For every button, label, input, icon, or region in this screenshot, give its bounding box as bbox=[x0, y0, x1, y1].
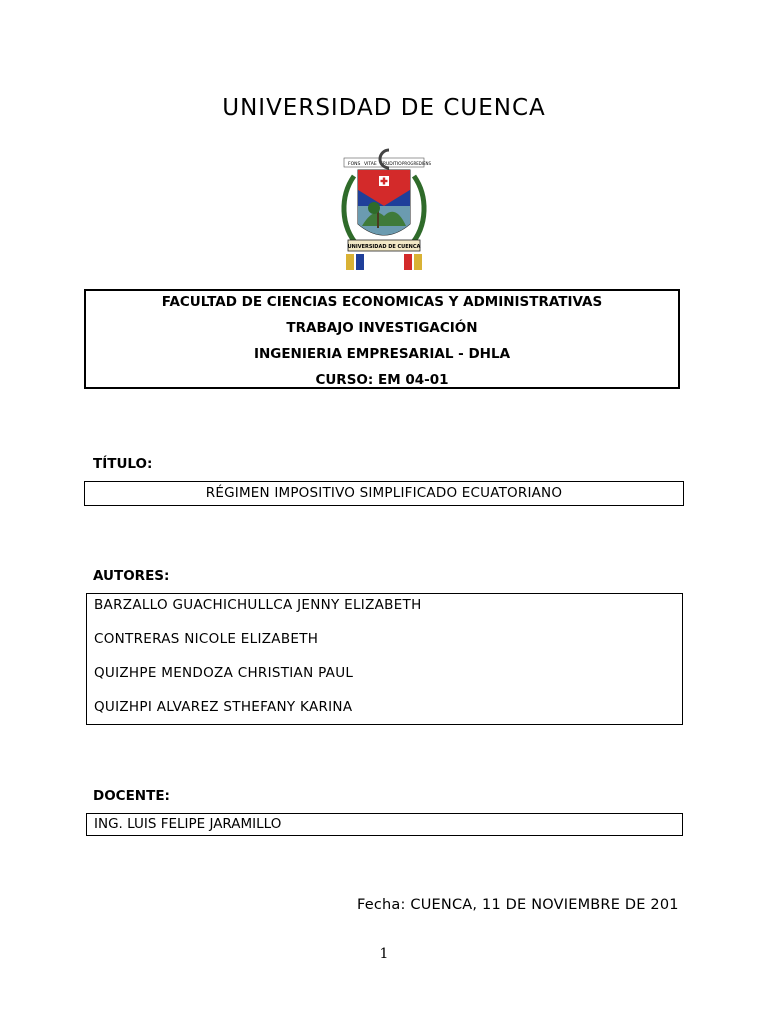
university-seal bbox=[334, 146, 434, 274]
title-value-box: RÉGIMEN IMPOSITIVO SIMPLIFICADO ECUATORIANO bbox=[84, 481, 684, 506]
seal-motto-left: FONS bbox=[348, 162, 361, 167]
date-line: Fecha: CUENCA, 11 DE NOVIEMBRE DE 201 bbox=[357, 897, 679, 913]
authors-label: AUTORES: bbox=[93, 568, 170, 584]
seal-motto-mid1: VITAE bbox=[364, 162, 377, 167]
teacher-value-box: ING. LUIS FELIPE JARAMILLO bbox=[86, 813, 683, 836]
career-line: INGENIERIA EMPRESARIAL - DHLA bbox=[253, 346, 511, 362]
authors-box bbox=[86, 593, 683, 725]
author-item: QUIZHPE MENDOZA CHRISTIAN PAUL bbox=[94, 665, 354, 681]
author-item: CONTRERAS NICOLE ELIZABETH bbox=[94, 631, 319, 647]
course-line: CURSO: EM 04-01 bbox=[315, 372, 449, 388]
author-item: BARZALLO GUACHICHULLCA JENNY ELIZABETH bbox=[94, 597, 422, 613]
seal-emblem-icon bbox=[334, 146, 434, 274]
seal-motto-mid2: ERUDITIO bbox=[380, 162, 402, 167]
author-item: QUIZHPI ALVAREZ STHEFANY KARINA bbox=[94, 699, 353, 715]
title-label: TÍTULO: bbox=[93, 456, 153, 472]
seal-motto-right: PROGREDIENS bbox=[402, 161, 432, 166]
teacher-label: DOCENTE: bbox=[93, 788, 170, 804]
faculty-box bbox=[84, 289, 680, 389]
page-number: 1 bbox=[379, 946, 389, 962]
work-type-line: TRABAJO INVESTIGACIÓN bbox=[286, 320, 478, 336]
university-title: UNIVERSIDAD DE CUENCA bbox=[222, 95, 546, 121]
seal-ribbon-text: UNIVERSIDAD DE CUENCA bbox=[347, 244, 421, 250]
faculty-line: FACULTAD DE CIENCIAS ECONOMICAS Y ADMINISTRATIVAS bbox=[161, 294, 603, 310]
